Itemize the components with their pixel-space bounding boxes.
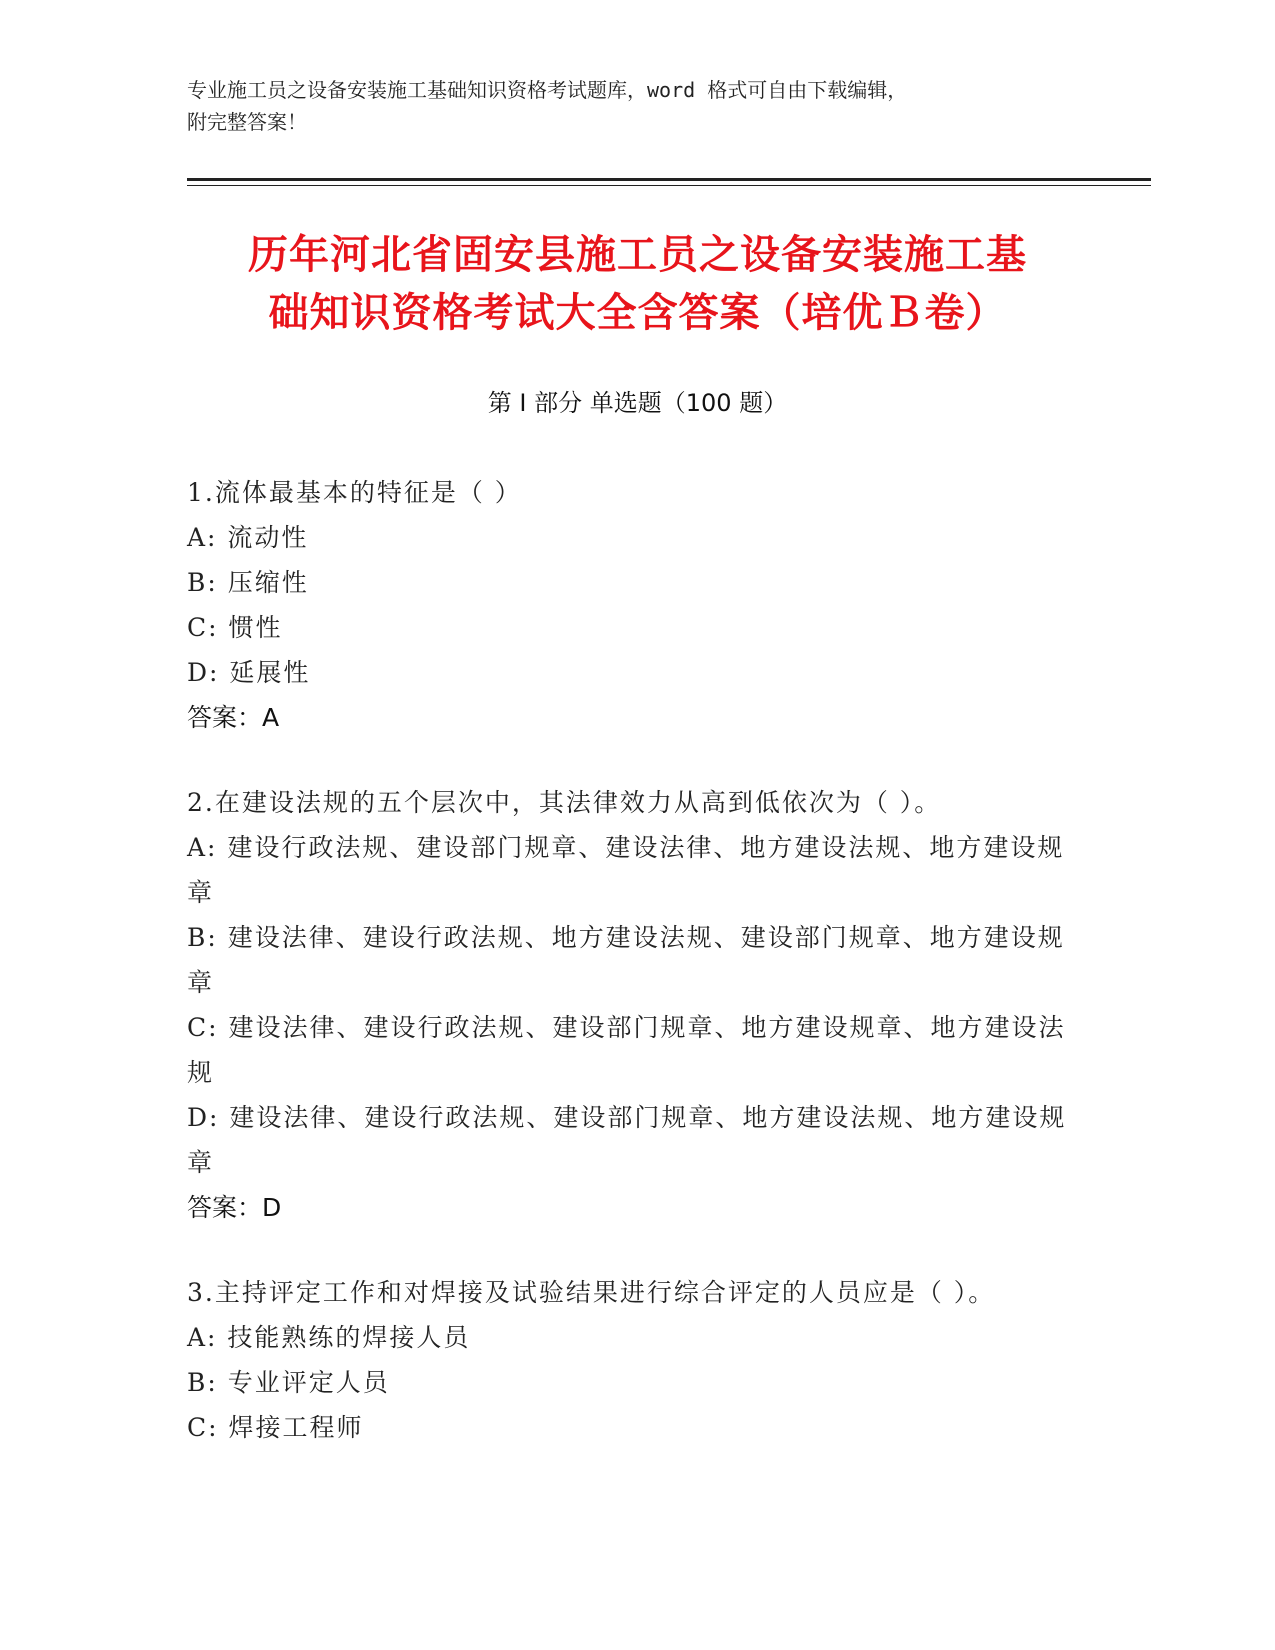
header-divider-thick — [187, 178, 1151, 181]
question-1 — [187, 470, 1067, 740]
question-3 — [187, 1270, 1067, 1450]
header-note — [187, 74, 1067, 138]
option-c: C: 建设法律、建设行政法规、建设部门规章、地方建设规章、地方建设法规 — [187, 1013, 1066, 1087]
answer: 答案：A — [187, 703, 280, 732]
document-title-line1: 历年河北省固安县施工员之设备安装施工基 — [248, 232, 1027, 278]
question-list — [187, 470, 1067, 1490]
option-b: B: 压缩性 — [187, 568, 309, 597]
option-d: D: 延展性 — [187, 658, 311, 687]
document-title — [160, 226, 1115, 342]
answer: 答案：D — [187, 1193, 282, 1222]
option-c: C: 惯性 — [187, 613, 283, 642]
section-title: 第 I 部分 单选题（100 题） — [487, 389, 788, 417]
option-b: B: 专业评定人员 — [187, 1368, 390, 1397]
option-a: A: 建设行政法规、建设部门规章、建设法律、地方建设法规、地方建设规章 — [187, 833, 1065, 907]
header-note-line1: 专业施工员之设备安装施工基础知识资格考试题库，word 格式可自由下载编辑， — [187, 78, 908, 102]
option-d: D: 建设法律、建设行政法规、建设部门规章、地方建设法规、地方建设规章 — [187, 1103, 1067, 1177]
option-c: C: 焊接工程师 — [187, 1413, 364, 1442]
question-2 — [187, 780, 1067, 1230]
question-stem: 3.主持评定工作和对焊接及试验结果进行综合评定的人员应是（ ）。 — [187, 1278, 996, 1307]
document-title-line2: 础知识资格考试大全含答案（培优Ｂ卷） — [268, 290, 1007, 336]
header-note-line2: 附完整答案！ — [187, 110, 307, 134]
question-stem: 2.在建设法规的五个层次中，其法律效力从高到低依次为（ ）。 — [187, 788, 942, 817]
option-a: A: 技能熟练的焊接人员 — [187, 1323, 471, 1352]
option-a: A: 流动性 — [187, 523, 309, 552]
header-divider-thin — [187, 185, 1151, 186]
question-stem: 1.流体最基本的特征是（ ） — [187, 478, 522, 507]
option-b: B: 建设法律、建设行政法规、地方建设法规、建设部门规章、地方建设规章 — [187, 923, 1065, 997]
